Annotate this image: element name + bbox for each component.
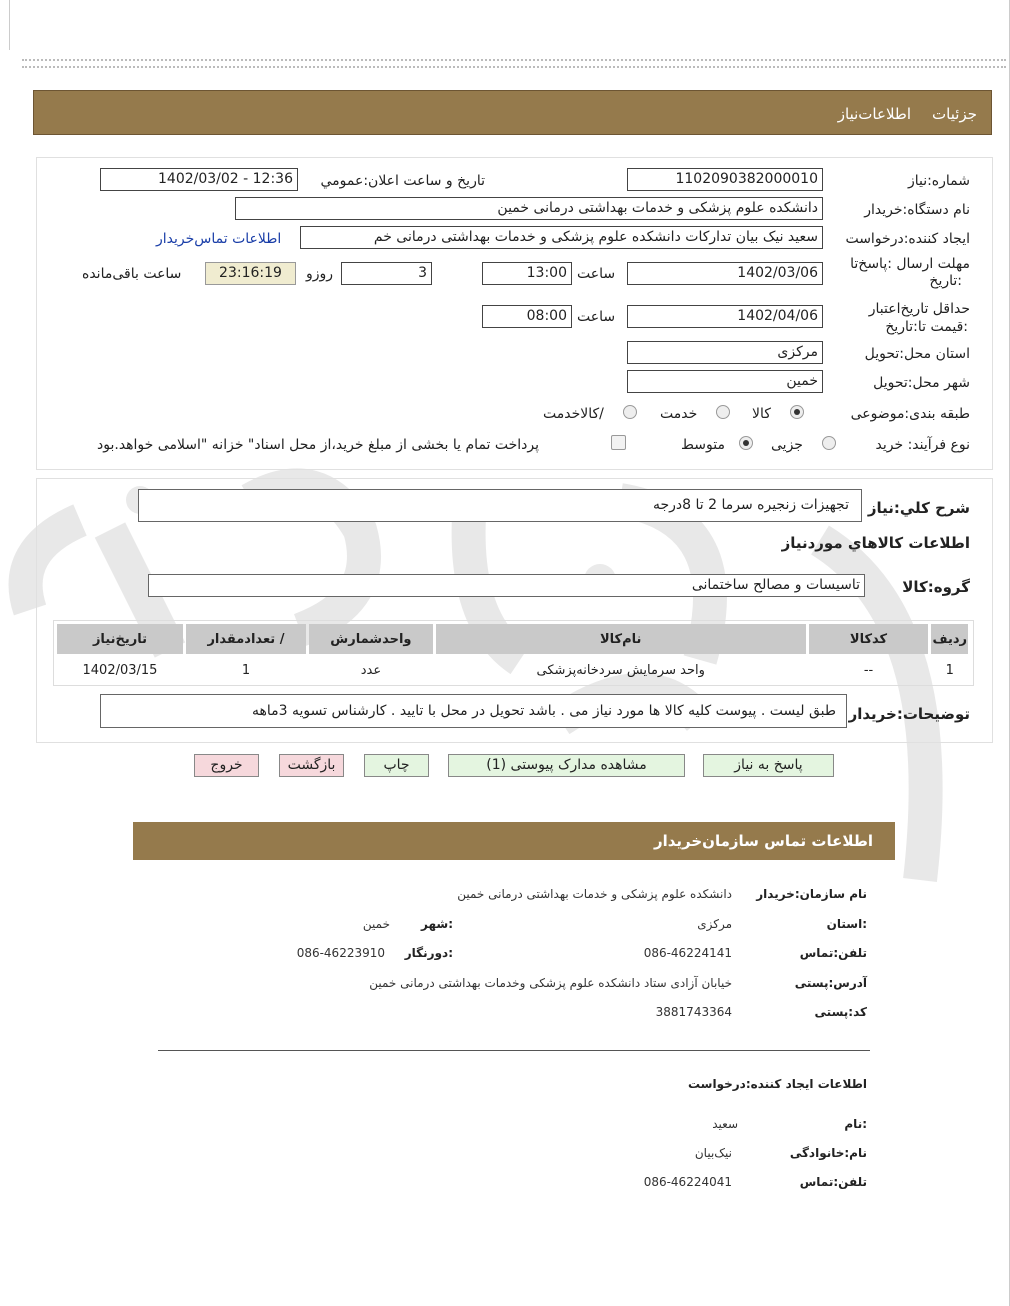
validity-time-field: 08:00 [482, 305, 572, 328]
days-label: روزو [306, 266, 334, 282]
validity-label-2: :قیمت تا:تاریخ [885, 319, 968, 335]
contact-city-value: خمین [362, 917, 390, 931]
creator-name-value: سعید [712, 1117, 738, 1131]
creator-info-title: اطلاعات ایجاد کننده:درخواست [687, 1077, 867, 1091]
treasury-payment-checkbox[interactable] [611, 435, 626, 450]
contact-province-value: مرکزی [697, 917, 732, 931]
contact-phone-value: 086-46224141 [643, 946, 732, 960]
buyer-org-label: نام دستگاه:خریدار [864, 202, 970, 218]
province-field: مرکزی [627, 341, 823, 364]
tab-need-info[interactable]: اطلاعات‌نیاز [837, 105, 911, 123]
contact-postal-label: کد:پستی [814, 1005, 867, 1019]
process-partial-label: جزیی [771, 437, 803, 453]
category-service-radio[interactable] [716, 405, 730, 419]
treasury-payment-label: پرداخت تمام یا بخشی از مبلغ خرید،از محل اسناد" خزانه "اسلامی خواهد.بود [97, 437, 540, 453]
category-label: طبقه بندی:موضوعی [850, 406, 970, 422]
cell-name: واحد سرمایش سردخانه‌پزشکی [536, 662, 705, 678]
category-goods-service-label: /کالاخدمت [543, 406, 604, 422]
buyer-org-field: دانشکده علوم پزشکی و خدمات بهداشتی درمانی خمین [235, 197, 823, 220]
buyer-contact-link[interactable]: اطلاعات تماس‌خریدار [156, 231, 282, 247]
goods-info-title: اطلاعات کالاهاي مورد‌نیاز [781, 534, 970, 552]
cell-unit: عدد [360, 662, 382, 678]
items-table [54, 621, 971, 686]
col-header-date: تاریخ‌نیاز [57, 624, 183, 654]
reply-time-label: ساعت [577, 266, 616, 282]
category-goods-label: کالا [752, 406, 771, 422]
buyer-notes-label: توضیحات:خریدار [848, 705, 970, 723]
announce-label: تاریخ و ساعت اعلان:عمومي [320, 173, 485, 189]
top-dotted-divider [22, 59, 1006, 68]
print-button[interactable]: چاپ [364, 754, 429, 777]
goods-group-field: تاسیسات و مصالح ساختمانی [148, 574, 865, 597]
reply-date-field: 1402/03/06 [627, 262, 823, 285]
page-header-bar [33, 90, 992, 135]
announce-datetime-field: 1402/03/02 - 12:36 [100, 168, 298, 191]
contact-fax-label: :دورنگار [404, 946, 453, 960]
creator-label: ایجاد کننده:درخواست [845, 231, 970, 247]
items-table-frame [53, 620, 974, 686]
contact-divider [158, 1050, 870, 1051]
buyer-contact-title: اطلاعات تماس سازمان‌خریدار [653, 832, 873, 850]
cell-qty: 1 [241, 662, 251, 678]
remaining-time-label: ساعت باقی‌مانده [82, 266, 182, 282]
cell-code: -- [863, 662, 874, 678]
province-label: استان محل:تحویل [864, 346, 970, 362]
validity-date-field: 1402/04/06 [627, 305, 823, 328]
table-row [57, 657, 968, 683]
contact-province-label: :استان [826, 917, 867, 931]
org-name-value: دانشکده علوم پزشکی و خدمات بهداشتی درمانی خمین [457, 887, 732, 901]
remaining-time-field: 23:16:19 [205, 262, 296, 285]
validity-label: حداقل تاریخ‌اعتبار [868, 301, 970, 317]
contact-address-label: آدرس:پستی [794, 976, 867, 990]
goods-group-label: گروه:کالا [902, 578, 970, 596]
back-button[interactable]: بازگشت [279, 754, 344, 777]
cell-date: 1402/03/15 [82, 662, 158, 678]
creator-field: سعید نیک بیان تدارکات دانشکده علوم پزشکی و خدمات بهداشتی درمانی خم [300, 226, 823, 249]
general-desc-field: تجهیزات زنجیره سرما 2 تا 8درجه [138, 489, 862, 522]
general-desc-label: شرح کلي:نیاز [867, 499, 970, 517]
col-header-code: کدکالا [809, 624, 929, 654]
col-header-name: نام‌کالا [436, 624, 806, 654]
contact-city-label: :شهر [421, 917, 453, 931]
left-border-line [9, 0, 10, 50]
reply-time-field: 13:00 [482, 262, 572, 285]
creator-family-value: نیک‌بیان [694, 1146, 732, 1160]
buyer-contact-header [133, 822, 895, 860]
reply-button[interactable]: پاسخ به نیاز [703, 754, 834, 777]
creator-phone-value: 086-46224041 [643, 1175, 732, 1189]
contact-address-value: خیابان آزادی ستاد دانشکده علوم پزشکی وخدمات بهداشتی درمانی خمین [369, 976, 732, 990]
category-goods-service-radio[interactable] [623, 405, 637, 419]
need-number-label: شماره:نیاز [907, 173, 970, 189]
col-header-unit: واحدشمارش [309, 624, 433, 654]
city-label: شهر محل:تحویل [873, 375, 970, 391]
category-goods-radio[interactable] [790, 405, 804, 419]
creator-family-label: نام:خانوادگی [789, 1146, 867, 1160]
exit-button[interactable]: خروج [194, 754, 259, 777]
category-service-label: خدمت [660, 406, 698, 422]
validity-time-label: ساعت [577, 309, 616, 325]
creator-name-label: :نام [844, 1117, 867, 1131]
process-partial-radio[interactable] [822, 436, 836, 450]
days-field: 3 [341, 262, 432, 285]
col-header-qty: / تعدادمقدار [186, 624, 306, 654]
creator-phone-label: تلفن:تماس [799, 1175, 867, 1189]
cell-row-number: 1 [945, 662, 954, 678]
contact-phone-label: تلفن:تماس [799, 946, 867, 960]
tab-details[interactable]: جزئیات [932, 105, 977, 123]
process-medium-radio[interactable] [739, 436, 753, 450]
col-header-row: ردیف [931, 624, 968, 654]
reply-deadline-label-2: :تاریخ [929, 273, 962, 289]
reply-deadline-label: مهلت ارسال :پاسخ‌تا [850, 256, 970, 272]
view-attachments-button[interactable]: مشاهده مدارک پیوستی (1) [448, 754, 685, 777]
contact-fax-value: 086-46223910 [296, 946, 385, 960]
contact-postal-value: 3881743364 [655, 1005, 732, 1019]
need-number-field: 1102090382000010 [627, 168, 823, 191]
process-medium-label: متوسط [681, 437, 725, 453]
process-type-label: نوع فرآیند: خرید [875, 437, 970, 453]
org-name-label: نام سازمان:خریدار [756, 887, 867, 901]
city-field: خمین [627, 370, 823, 393]
buyer-notes-field: طبق لیست . پیوست کلیه کالا ها مورد نیاز می . باشد تحویل در محل با تایید . کارشناس تسویه 3ماهه [100, 694, 847, 728]
